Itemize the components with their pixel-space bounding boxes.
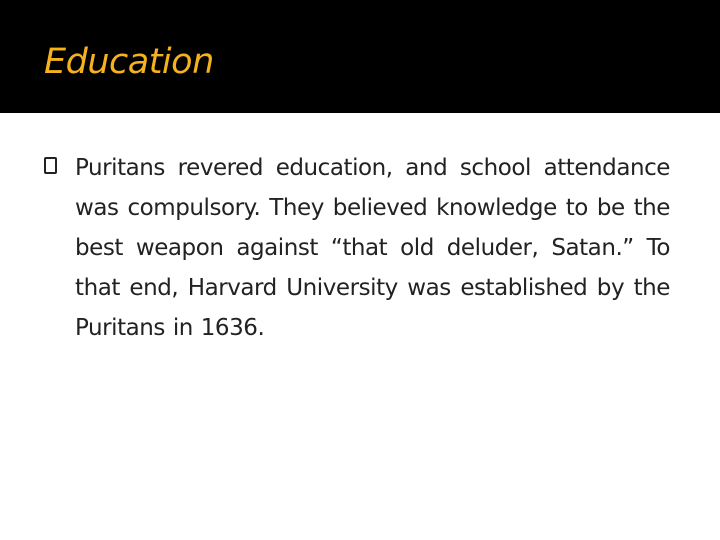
square-bullet-icon	[44, 157, 57, 174]
bullet-item	[44, 148, 670, 348]
title-bar	[0, 0, 720, 113]
slide-content	[44, 148, 670, 348]
slide-title: Education	[44, 42, 214, 82]
bullet-text: Puritans revered education, and school attendance was compulsory. They believed knowledge to be the best weapon against “that old deluder, Satan.” To that end, Harvard University was established by the Puritans in 1636.	[75, 155, 670, 341]
